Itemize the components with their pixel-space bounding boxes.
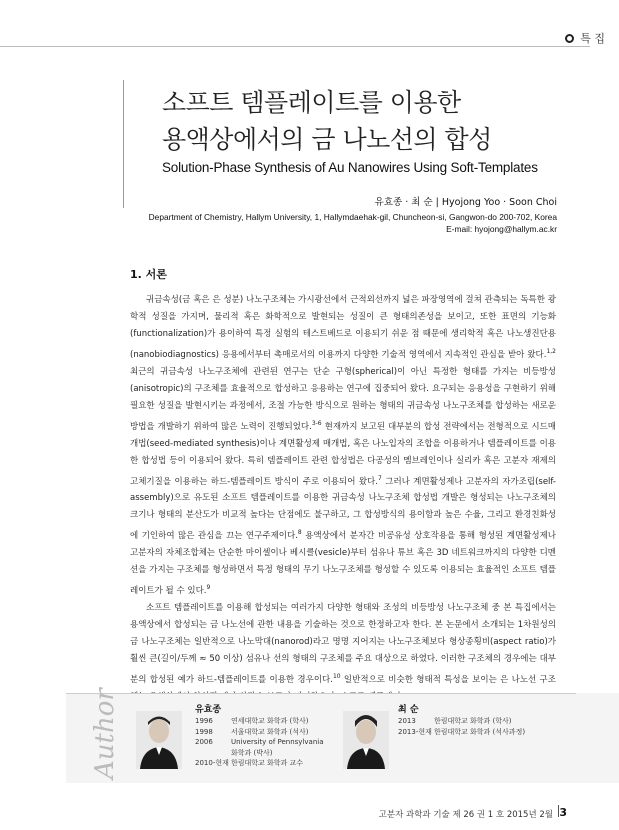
- page-number: 3: [559, 806, 567, 819]
- author-photo-2: [343, 711, 389, 769]
- section-tag-label: 특 집: [580, 32, 605, 45]
- citation-ref: 7: [377, 474, 382, 482]
- section-heading: 1. 서론: [130, 268, 167, 281]
- circle-bullet-icon: [565, 34, 574, 43]
- author-career-1: [195, 716, 331, 769]
- author-career-2: [398, 716, 554, 737]
- author-name-2: 최 순: [398, 705, 419, 715]
- person-silhouette-icon: [343, 711, 389, 769]
- article-body: [130, 292, 556, 706]
- author-label-text: Author: [90, 688, 120, 779]
- citation-ref: 1,2: [546, 348, 556, 355]
- email: E-mail: hyojong@hallym.ac.kr: [446, 224, 557, 234]
- title-line-2: 용액상에서의 금 나노선의 합성: [162, 125, 492, 154]
- citation-ref: 8: [297, 529, 302, 537]
- career-row: 2013 한림대학교 화학과 (학사): [398, 717, 512, 725]
- author-photo-1: [136, 711, 182, 769]
- header-rule: [0, 46, 590, 47]
- citation-ref: 10: [332, 673, 341, 681]
- journal-footer: 고분자 과학과 기술 제 26 권 1 호 2015년 2월: [378, 810, 553, 820]
- author-byline: 유효종 · 최 순 | Hyojong Yoo · Soon Choi: [374, 197, 557, 208]
- section-tag: [565, 30, 605, 46]
- author-box-rule: [66, 693, 576, 694]
- career-row: 1996 연세대학교 화학과 (학사): [195, 717, 309, 725]
- department: Department of Chemistry, Hallym University, 1, Hallymdaehak-gil, Chuncheon-si, Gangwon-do 200-702, Korea: [148, 212, 557, 222]
- citation-ref: 3-6: [311, 419, 322, 427]
- article-subtitle: Solution-Phase Synthesis of Au Nanowires Using Soft-Templates: [162, 160, 538, 175]
- career-row: 2013-현재 한림대학교 화학과 (석사과정): [398, 727, 526, 736]
- author-name-1: 유효종: [195, 705, 222, 715]
- paragraph-2: 소프트 템플레이트를 이용해 합성되는 여러가지 다양한 형태와 조성의 비등방성 나노구조체 중 본 특집에서는 용액상에서 합성되는 금 나노선에 관한 내용을 기술하는 것으로 한정하고자 한다. 본 논문에서 소개되는 1차원성의 금 나노구조체는 일반적으로 나노막대(nanorod)라고 명명 지어지는 나노구조체보다 형상종횡비(aspect ratio)가 훨씬 큰(길이/두께 ≈ 50 이상) 섬유나 선의 형태의 구조체를 주요 대상으로 하였다. 이러한 구조체의 경우에는 대부분의 합성된 예가 하드-템플레이트를 이용한 경우이다.$^{10}$ 일반적으로 비슷한 형태적 특성을 보이는 은 나노선 구조: [130, 603, 556, 685]
- article-title: [162, 84, 492, 158]
- career-row: 2006 University of Pennsylvania 화학과 (박사): [195, 738, 324, 757]
- title-accent-line: [123, 80, 124, 208]
- title-line-1: 소프트 템플레이트를 이용한: [162, 88, 461, 117]
- paragraph-1: 귀금속성(금 혹은 은 성분) 나노구조체는 가시광선에서 근적외선까지 넓은 파장영역에 걸쳐 관측되는 독특한 광학적 성질을 가지며, 물리적 혹은 화학적으로 발현되는 성질이 큰 형태의존성을 보이고, 또한 표면의 기능화(functionalization)가 용이하여 특정 실험의 테스트베드로 이용되기 쉬운 점 때문에 생리학적 혹은 나노생진단용(nanobiodiagnostics) 응용에서부터 촉매로서의 이용까지 다양한 기술적 영역에서 지속적인 관심을 받아 왔다.$^{1,2}$ 최근의 귀금속성 나노구조체에 관련된 연구는 단순 구형(spherical)이 아닌 특정한 형태를 가지는 비등방성(anisotropic)의 구조체를 효율적으로 합성하고 응용하는 연구에 집중되어 왔다. 요구되는 응용성을 구현하기 위해 필요한 성질을 발현시키는 과정에서, 조절 가능한 방식으로 원하는 형태의 귀금속성 나노구조체를 합성하는 새로운 방법을 개발하기 위하여 많은 노력이 진행되었다.$^{3-6}$ 현재까지 보고된 대부분의 합성 전략에서는 전형적으로 시드매개법(seed-mediated synthesis)이나 계면활성제 매개법, 혹은 나노입자의 조합을 이용하거나 템플레이트를 이용한 합성법 등이 이용되어 왔다. 특히 템플레이트 관련 합성법은 다공성의 멤브레인이나 실리카 혹은 고분자 재제의 고체기질을 이용하는 하드-템플레이트 방식이 주로 이용되어 왔다.$^7$ 그러나 계면활성제나 고분자의 자가조립(self-assembly)으로 유도된 소프트 템플레이트를 이용한 귀금속성 나노구조체 합성법 개발은 형성되는 나노구조체의 크기나 형태의 분산도가 비교적 높다는 단점에도 불구하고, 그 합성방식의 용이함과 높은 수율, 그리고 환경친화성에 기인하여 많은 관심을 끄는 연구주제이다.$^8$ 용액상에서 분자간 비공유성 상호작용을 통해 형성된 계면활성제나 고분자의 자체조합체는 단순한 마이셀이나 베시클(vesicle)부터 섬유나 튜브 혹은 3D 네트워크까지의 다양한 디멘션을 가지는 구조체를 형성하면서 특정 형태의 무기 나노구조체를 형성할 수 있도록 이용되는 효율적인 소프트 템플레이트가 될 수 있다.$^9$: [130, 295, 557, 597]
- author-label: [88, 688, 120, 781]
- citation-ref: 9: [206, 584, 211, 592]
- person-silhouette-icon: [136, 711, 182, 769]
- career-row: 1998 서울대학교 화학과 (석사): [195, 727, 309, 736]
- career-row: 2010-현재 한림대학교 화학과 교수: [195, 759, 304, 767]
- affiliation: [149, 211, 557, 235]
